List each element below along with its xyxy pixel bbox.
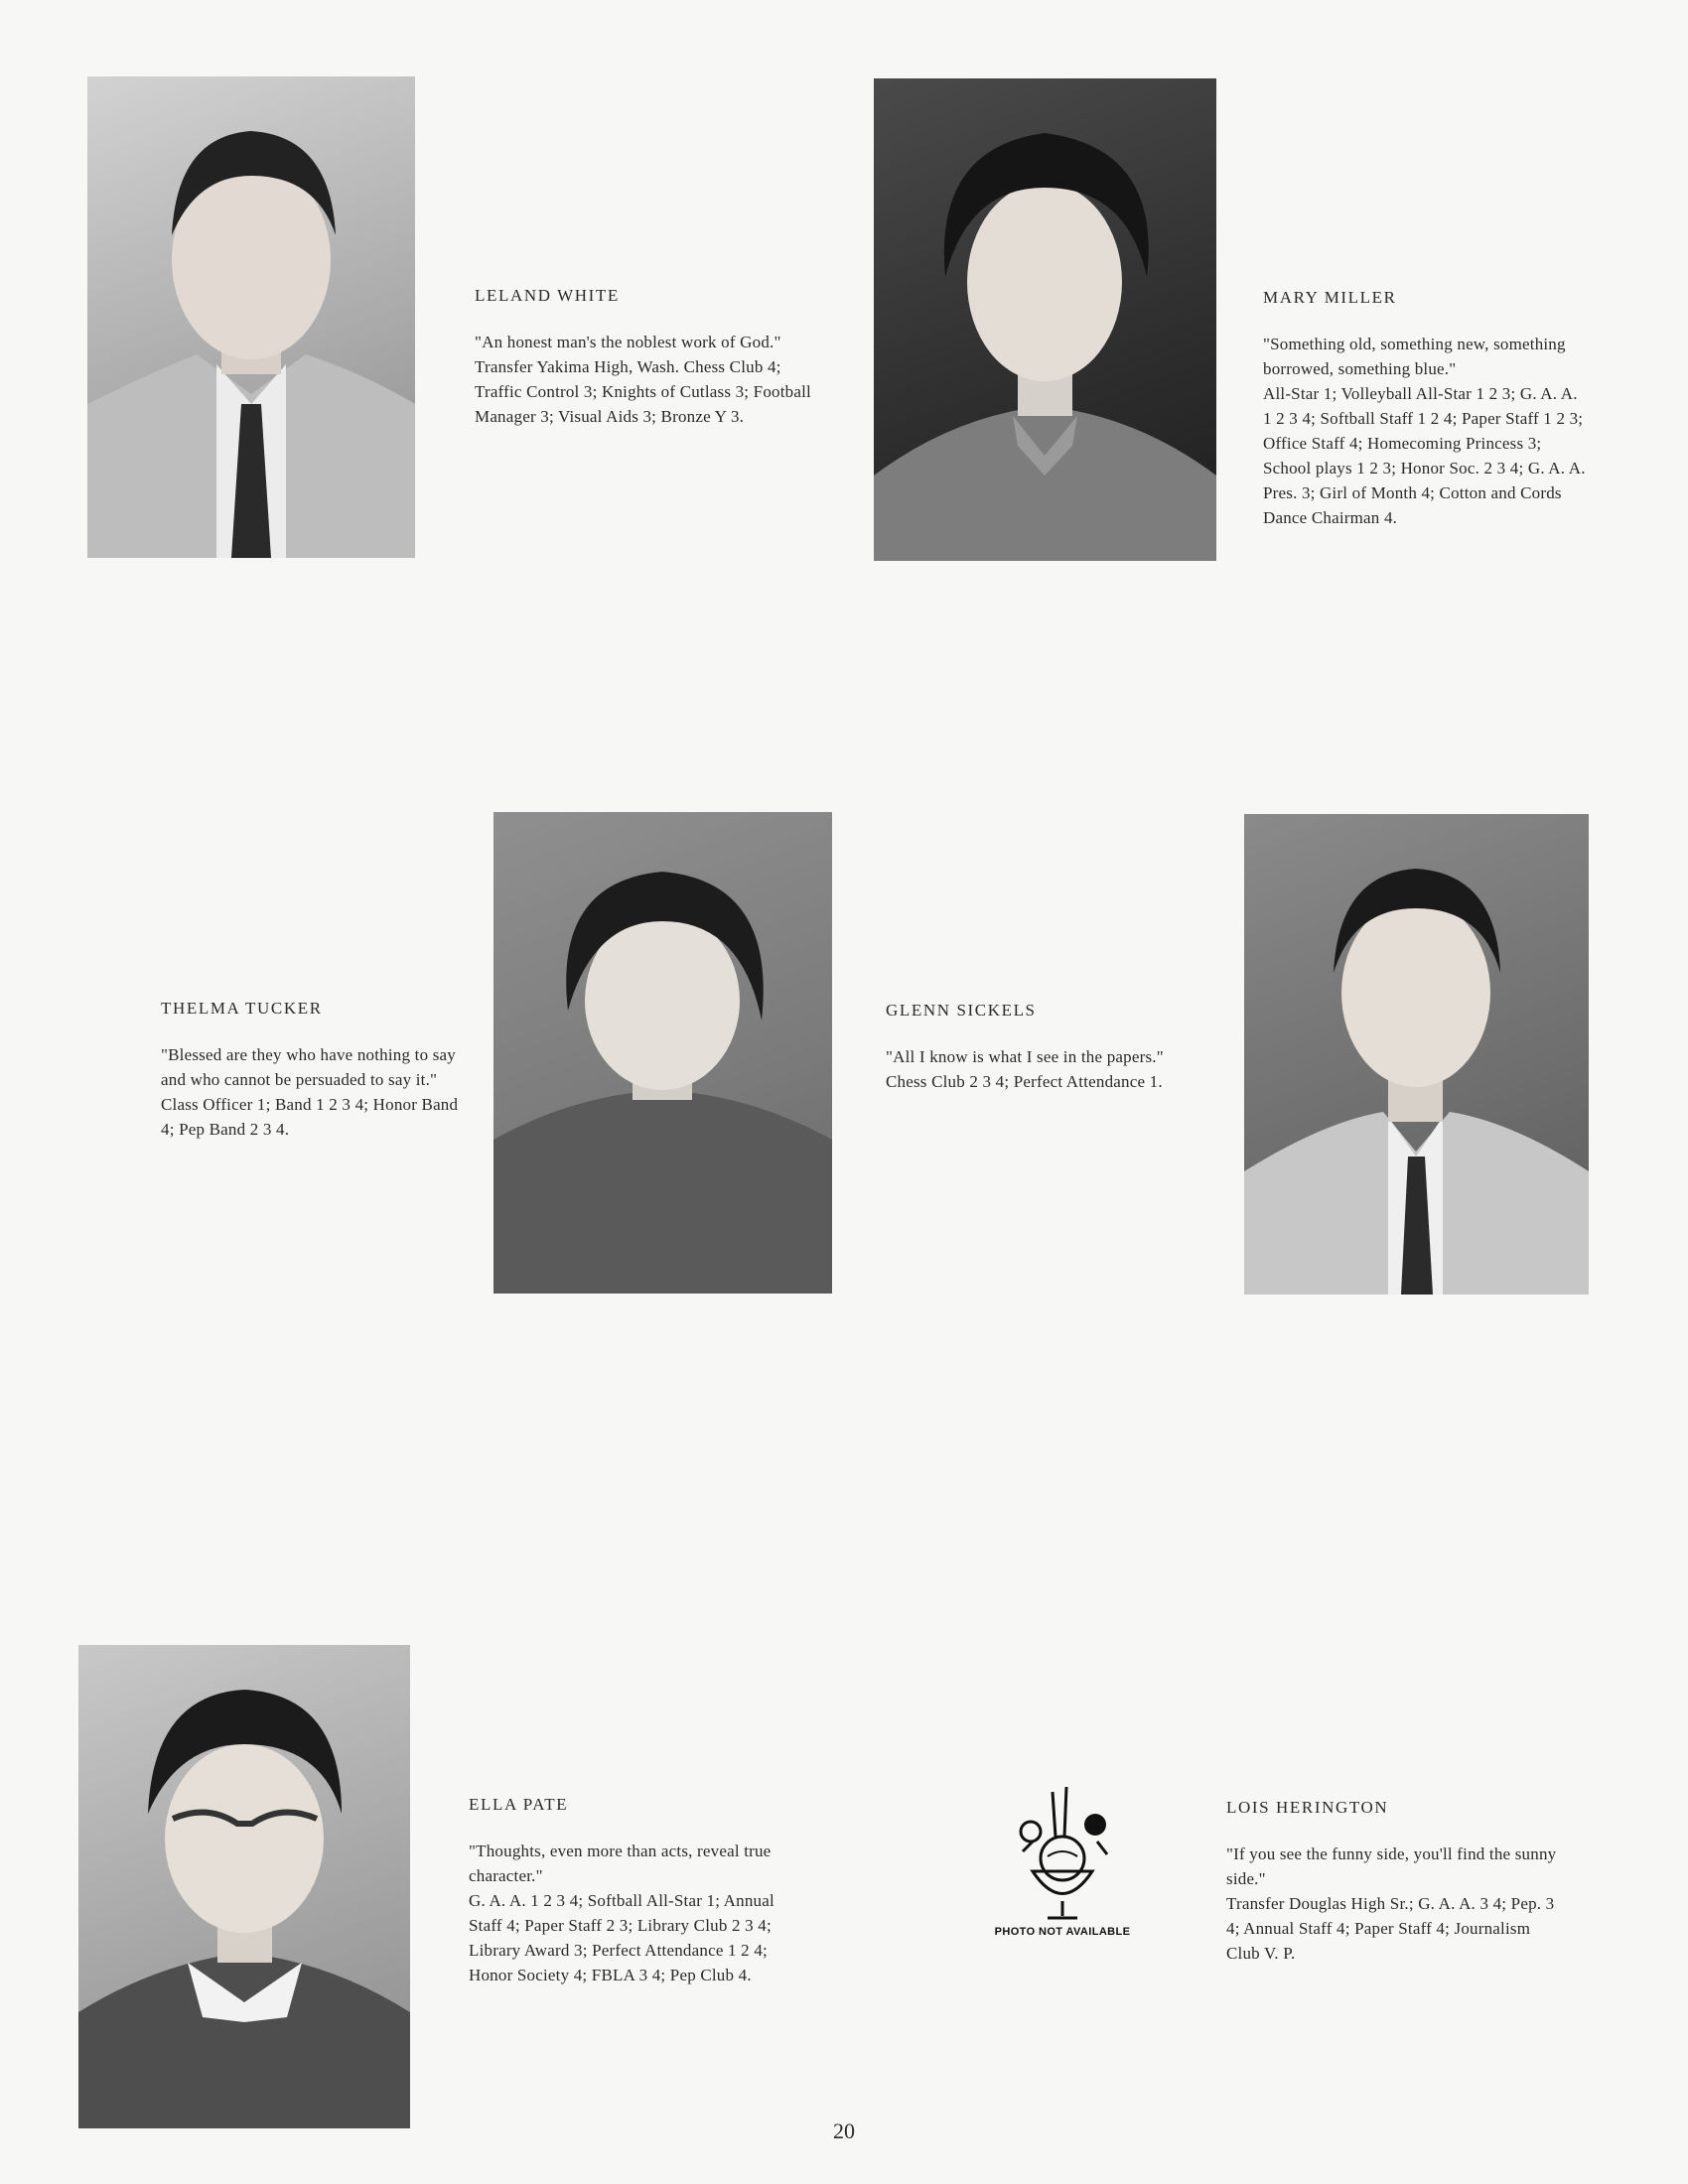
student-name: LOIS HERINGTON (1226, 1798, 1389, 1817)
student-activities: Transfer Yakima High, Wash. Chess Club 4; Traffic Control 3; Knights of Cutlass 3; Football Manager 3; Visual Aids 3; Bronze Y 3. (475, 357, 811, 426)
student-activities: G. A. A. 1 2 3 4; Softball All-Star 1; Annual Staff 4; Paper Staff 2 3; Library Club 2 3 4; Library Award 3; Perfect Attendance 1 2 4; Honor Society 4; FBLA 3 4; Pep Club 4. (469, 1891, 774, 1984)
ella-pate-entry (469, 1792, 801, 1987)
student-activities: All-Star 1; Volleyball All-Star 1 2 3; G. A. A. 1 2 3 4; Softball Staff 1 2 4; Paper Staff 1 2 3; Office Staff 4; Homecoming Princess 3; School plays 1 2 3; Honor Soc. 2 3 4; G. A. A. Pres. 3; Girl of Month 4; Cotton and Cords Dance Chairman 4. (1263, 384, 1586, 527)
student-quote: "Something old, something new, something borrowed, something blue." (1263, 335, 1566, 378)
page-number: 20 (833, 2118, 855, 2143)
student-quote: "All I know is what I see in the papers." (886, 1047, 1164, 1066)
thelma-tucker-portrait (493, 812, 832, 1294)
student-name: LELAND WHITE (475, 286, 620, 305)
leland-white-entry (475, 283, 812, 429)
photo-not-available (993, 1777, 1132, 1956)
thelma-tucker-entry (161, 996, 474, 1142)
cartoon-sundae-icon (993, 1777, 1132, 1926)
student-activities: Chess Club 2 3 4; Perfect Attendance 1. (886, 1072, 1163, 1091)
glenn-sickels-entry (886, 998, 1223, 1094)
student-name: GLENN SICKELS (886, 1001, 1037, 1020)
student-activities: Transfer Douglas High Sr.; G. A. A. 3 4; Pep. 3 4; Annual Staff 4; Paper Staff 4; Journalism Club V. P. (1226, 1894, 1555, 1963)
student-name: THELMA TUCKER (161, 999, 323, 1018)
leland-white-portrait (87, 76, 415, 558)
student-name: ELLA PATE (469, 1795, 569, 1814)
student-activities: Class Officer 1; Band 1 2 3 4; Honor Band 4; Pep Band 2 3 4. (161, 1095, 459, 1139)
student-quote: "An honest man's the noblest work of God." (475, 333, 781, 351)
student-quote: "If you see the funny side, you'll find the sunny side." (1226, 1844, 1557, 1888)
glenn-sickels-portrait (1244, 814, 1589, 1295)
lois-herington-entry (1226, 1795, 1564, 1966)
student-quote: "Thoughts, even more than acts, reveal true character." (469, 1842, 772, 1885)
student-quote: "Blessed are they who have nothing to say and who cannot be persuaded to say it." (161, 1045, 456, 1089)
student-name: MARY MILLER (1263, 288, 1397, 307)
mary-miller-portrait (874, 78, 1216, 561)
photo-not-available-label: PHOTO NOT AVAILABLE (994, 1926, 1131, 1938)
ella-pate-portrait (78, 1645, 410, 2128)
mary-miller-entry (1263, 285, 1586, 530)
